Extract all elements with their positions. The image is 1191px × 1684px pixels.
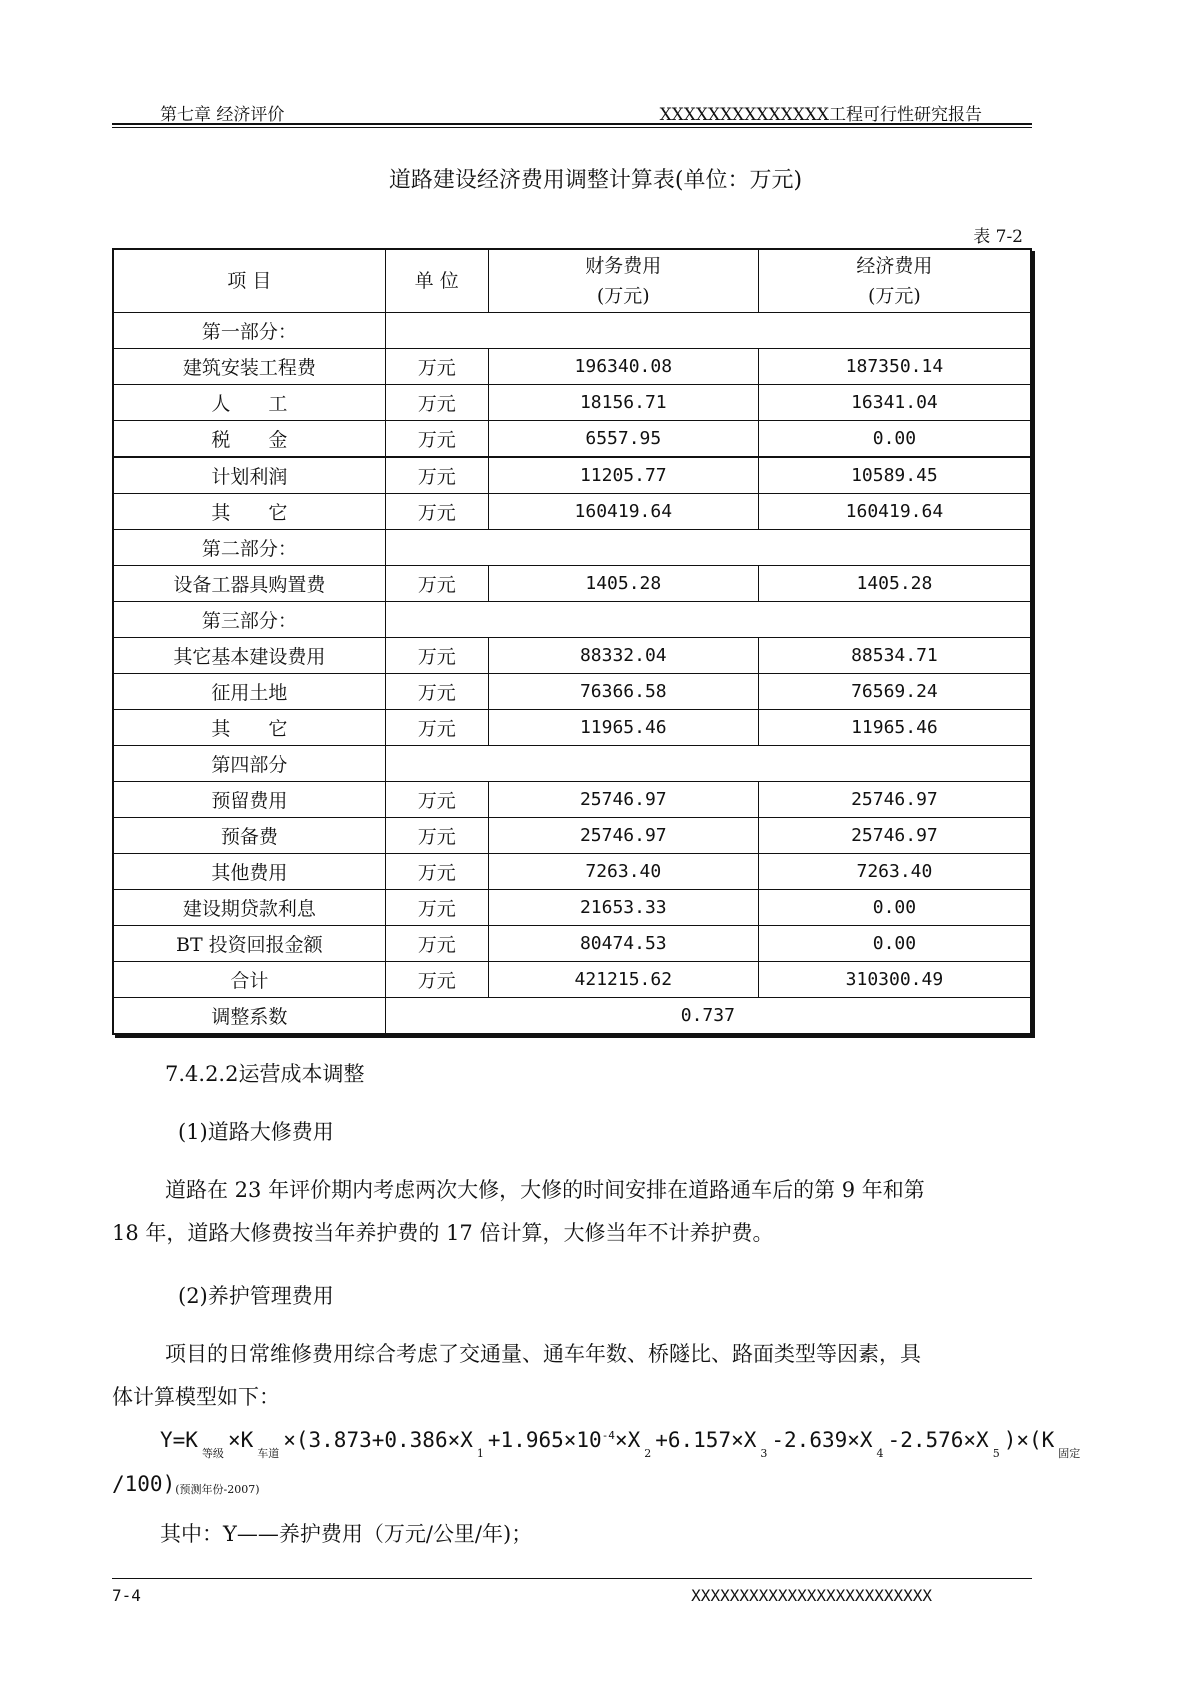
where-definition: 其中：Y——养护费用（万元/公里/年)； [160,1522,533,1546]
col-header-economic-l2: (万元) [868,285,921,307]
header-report-title: XXXXXXXXXXXXXX工程可行性研究报告 [659,105,982,125]
cell-financial: 7263.40 [488,854,758,890]
formula-part: )×(K [1003,1428,1055,1452]
header-chapter: 第七章 经济评价 [160,105,285,125]
table-row [113,962,1031,998]
table-row [113,710,1031,746]
cell-unit: 万元 [385,457,488,494]
cell-economic: 0.00 [758,890,1031,926]
table-row [113,457,1031,494]
maintenance-formula [160,1428,1084,1460]
cell-unit: 万元 [385,782,488,818]
cell-financial: 160419.64 [488,494,758,530]
cell-item: 其 它 [113,494,385,530]
cell-item: 设备工器具购置费 [113,566,385,602]
table-section-row [113,602,1031,638]
paragraph-overhaul-line2: 18 年，道路大修费按当年养护费的 17 倍计算，大修当年不计养护费。 [112,1221,774,1245]
cell-economic: 88534.71 [758,638,1031,674]
cell-item: 税 金 [113,421,385,458]
table-row [113,638,1031,674]
cell-unit: 万元 [385,674,488,710]
cell-unit: 万元 [385,638,488,674]
maintenance-formula-line2 [112,1472,260,1496]
col-header-economic-l1: 经济费用 [856,255,933,277]
table-row [113,385,1031,421]
formula-part: +6.157×X [655,1428,757,1452]
formula-part: ×X [614,1428,641,1452]
cell-economic: 25746.97 [758,782,1031,818]
cell-item: 建设期贷款利息 [113,890,385,926]
formula-sub: 5 [992,1447,1000,1460]
paragraph-maintenance-line1: 项目的日常维修费用综合考虑了交通量、通车年数、桥隧比、路面类型等因素，具 [165,1342,921,1366]
subheading-maintenance: (2)养护管理费用 [178,1284,334,1308]
table-factor-row [113,998,1031,1035]
table-title: 道路建设经济费用调整计算表(单位：万元) [388,168,803,193]
formula-part: ×(3.873+0.386×X [283,1428,473,1452]
formula-sub: 固定 [1058,1447,1081,1460]
formula-sub: 2 [644,1447,652,1460]
cell-empty [385,313,1031,349]
cell-financial: 76366.58 [488,674,758,710]
cell-item: 人 工 [113,385,385,421]
formula-part: -2.576×X [887,1428,989,1452]
formula-part: -2.639×X [771,1428,873,1452]
cell-unit: 万元 [385,421,488,458]
table-section-row [113,313,1031,349]
cell-unit: 万元 [385,818,488,854]
formula-part: /100) [112,1472,176,1496]
table-section-row [113,746,1031,782]
formula-part: +1.965×10 [487,1428,602,1452]
formula-sub: 3 [760,1447,768,1460]
cell-unit: 万元 [385,926,488,962]
cell-item: 其它基本建设费用 [113,638,385,674]
cell-economic: 0.00 [758,421,1031,458]
table-row [113,782,1031,818]
col-header-financial-l1: 财务费用 [585,255,662,277]
cell-item: 计划利润 [113,457,385,494]
cell-unit: 万元 [385,349,488,385]
cell-economic: 16341.04 [758,385,1031,421]
cell-item: 其他费用 [113,854,385,890]
table-number: 表 7-2 [973,227,1023,247]
cell-financial: 196340.08 [488,349,758,385]
cell-item: 合计 [113,962,385,998]
cell-empty [385,602,1031,638]
cell-financial: 18156.71 [488,385,758,421]
cell-unit: 万元 [385,890,488,926]
cell-unit: 万元 [385,962,488,998]
cell-economic: 1405.28 [758,566,1031,602]
cell-financial: 6557.95 [488,421,758,458]
col-header-item: 项 目 [113,249,385,313]
page-header [112,96,1032,124]
formula-part: Y=K [160,1428,198,1452]
cell-economic: 187350.14 [758,349,1031,385]
cell-economic: 7263.40 [758,854,1031,890]
cell-economic: 10589.45 [758,457,1031,494]
subheading-overhaul: (1)道路大修费用 [178,1120,334,1144]
cell-economic: 25746.97 [758,818,1031,854]
cell-economic: 0.00 [758,926,1031,962]
section-heading: 7.4.2.2运营成本调整 [165,1062,365,1086]
table-row [113,494,1031,530]
table-row [113,818,1031,854]
cell-unit: 万元 [385,494,488,530]
page-number: 7-4 [112,1586,141,1605]
table-row [113,674,1031,710]
paragraph-maintenance-line2: 体计算模型如下： [112,1385,280,1409]
cell-financial: 421215.62 [488,962,758,998]
cell-financial: 88332.04 [488,638,758,674]
col-header-unit: 单 位 [385,249,488,313]
cell-item: 第一部分： [113,313,385,349]
cell-item: BT 投资回报金额 [113,926,385,962]
formula-sup: -4 [601,1429,615,1442]
cell-unit: 万元 [385,566,488,602]
col-header-financial [488,249,758,313]
col-header-economic [758,249,1031,313]
col-header-financial-l2: (万元) [596,285,650,307]
page-footer [112,1578,1032,1608]
cell-unit: 万元 [385,854,488,890]
formula-sub: 1 [476,1447,484,1460]
cell-factor-value: 0.737 [385,998,1031,1035]
paragraph-overhaul-line1: 道路在 23 年评价期内考虑两次大修，大修的时间安排在道路通车后的第 9 年和第 [165,1178,925,1202]
cell-item: 预备费 [113,818,385,854]
formula-part: ×K [227,1428,254,1452]
cell-financial: 80474.53 [488,926,758,962]
cell-unit: 万元 [385,710,488,746]
table-row [113,890,1031,926]
cell-financial: 25746.97 [488,818,758,854]
cell-item: 第三部分： [113,602,385,638]
cell-financial: 1405.28 [488,566,758,602]
cell-factor-label: 调整系数 [113,998,385,1035]
table-row [113,421,1031,458]
formula-sub: 4 [876,1447,884,1460]
cell-item: 建筑安装工程费 [113,349,385,385]
table-row [113,854,1031,890]
formula-exponent: (预测年份-2007) [175,1483,260,1496]
cell-economic: 160419.64 [758,494,1031,530]
cell-unit: 万元 [385,385,488,421]
cell-item: 第二部分： [113,530,385,566]
formula-sub: 等级 [201,1447,224,1460]
cell-economic: 76569.24 [758,674,1031,710]
cell-item: 预留费用 [113,782,385,818]
footer-rule [112,1578,1032,1579]
header-rule-thin [112,127,1032,128]
cell-financial: 11205.77 [488,457,758,494]
cell-economic: 11965.46 [758,710,1031,746]
cell-item: 第四部分 [113,746,385,782]
cost-table [112,248,1032,1035]
formula-sub: 车道 [257,1447,280,1460]
cell-empty [385,746,1031,782]
cell-financial: 25746.97 [488,782,758,818]
cell-empty [385,530,1031,566]
table-row [113,349,1031,385]
table-section-row [113,530,1031,566]
cell-financial: 21653.33 [488,890,758,926]
table-row [113,926,1031,962]
cell-item: 其 它 [113,710,385,746]
cell-financial: 11965.46 [488,710,758,746]
cell-item: 征用土地 [113,674,385,710]
footer-report-title: XXXXXXXXXXXXXXXXXXXXXXXXX [691,1586,932,1605]
table-row [113,566,1031,602]
table-header-row [113,249,1031,313]
cell-economic: 310300.49 [758,962,1031,998]
header-rule [112,123,1032,125]
